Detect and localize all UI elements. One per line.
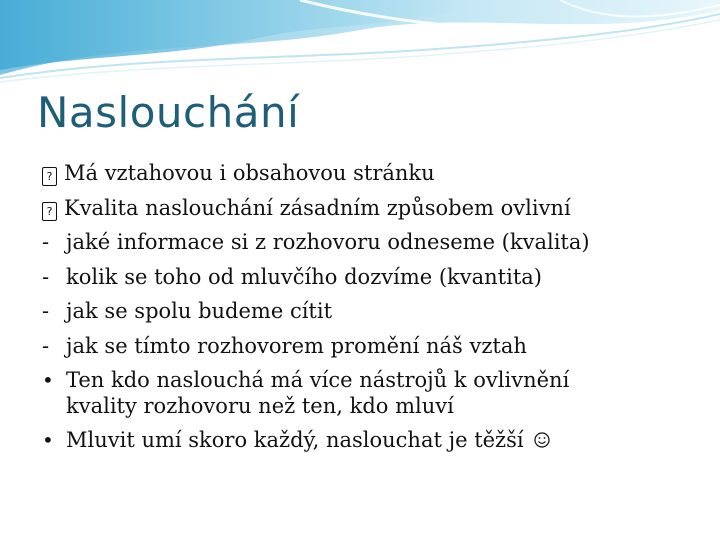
list-item-text: jaké informace si z rozhovoru odneseme (kvalita) (66, 230, 590, 254)
list-item-text: Ten kdo naslouchá má více nástrojů k ovlivnění kvality rozhovoru než ten, kdo mluví (66, 368, 570, 418)
list-item (42, 191, 702, 226)
list-item (42, 294, 702, 329)
list-item-text: Kvalita naslouchání zásadním způsobem ovlivní (64, 195, 571, 220)
list-item-text: Má vztahovou i obsahovou stránku (64, 161, 435, 185)
list-item-text: jak se spolu budeme cítit (66, 299, 333, 323)
list-item (42, 225, 702, 260)
dash-bullet-icon (42, 294, 66, 329)
missing-glyph-icon: ? (42, 156, 64, 191)
dash-bullet-icon (42, 260, 66, 295)
list-item (42, 260, 702, 295)
list-item-text: kolik se toho od mluvčího dozvíme (kvantita) (66, 264, 542, 289)
list-item (42, 156, 702, 191)
dot-bullet-icon (42, 363, 66, 398)
slide-title: Naslouchání (37, 88, 300, 137)
header-wave-decoration (0, 0, 720, 90)
list-item (42, 329, 702, 364)
missing-glyph-icon: ? (42, 191, 64, 226)
dot-bullet-icon (42, 423, 66, 458)
list-item-text: jak se tímto rozhovorem promění náš vztah (66, 333, 527, 358)
list-item-text: Mluvit umí skoro každý, naslouchat je těžší (66, 428, 524, 452)
list-item (42, 363, 702, 419)
list-item (42, 423, 702, 458)
smiley-icon (534, 432, 550, 448)
bullet-list (42, 156, 702, 458)
dash-bullet-icon (42, 329, 66, 364)
dash-bullet-icon (42, 225, 66, 260)
